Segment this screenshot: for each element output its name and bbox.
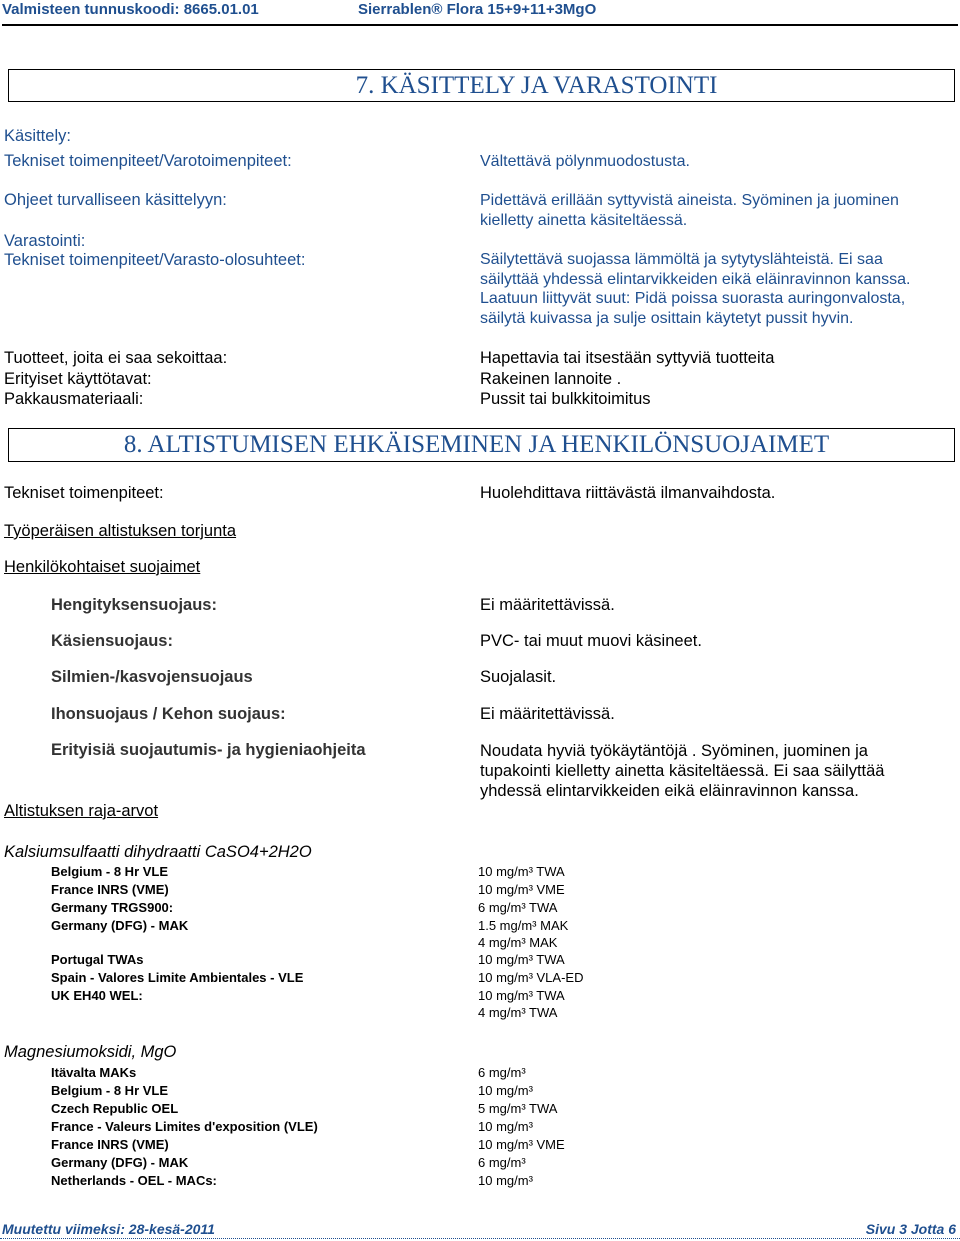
limit-value: 10 mg/m³ VME [478,882,565,897]
hygiene-text [480,741,884,801]
limit-label: France - Valeurs Limites d'exposition (VLE) [51,1119,318,1134]
substance-2-name: Magnesiumoksidi, MgO [4,1043,177,1061]
storage-line: säilyttää yhdessä elintarvikkeiden eikä eläinravinnon kanssa. [480,270,911,288]
hand-label: Käsiensuojaus: [51,632,173,650]
section-7-title [8,69,955,102]
limit-value: 10 mg/m³ [478,1083,533,1098]
limit-value: 6 mg/m³ TWA [478,900,558,915]
limit-label: Germany (DFG) - MAK [51,918,189,933]
skin-value: Ei määritettävissä. [480,705,615,723]
section-8-title [8,428,955,462]
limit-value: 4 mg/m³ MAK [478,935,558,950]
limit-value: 10 mg/m³ [478,1119,533,1134]
hygiene-line: tupakointi kielletty ainetta käsiteltäessä. Ei saa säilyttää [480,762,885,780]
hygiene-label: Erityisiä suojautumis- ja hygieniaohjeita [51,741,366,759]
limit-label: Netherlands - OEL - MACs: [51,1173,217,1188]
limit-value: 10 mg/m³ TWA [478,952,565,967]
header-rule [2,24,958,26]
product-name: Sierrablen® Flora 15+9+11+3MgO [358,1,597,18]
product-code: Valmisteen tunnuskoodi: 8665.01.01 [2,1,259,18]
storage-conditions-label: Tekniset toimenpiteet/Varasto-olosuhteet: [4,251,306,269]
storage-line: Säilytettävä suojassa lämmöltä ja sytytyslähteistä. Ei saa [480,251,883,268]
occupational-heading: Työperäisen altistuksen torjunta [4,522,237,540]
tech-measures-label: Tekniset toimenpiteet/Varotoimenpiteet: [4,152,292,170]
limit-label: Germany (DFG) - MAK [51,1155,189,1170]
respiratory-value: Ei määritettävissä. [480,596,615,614]
limit-label: France INRS (VME) [51,882,169,897]
tech-value: Huolehdittava riittävästä ilmanvaihdosta. [480,484,776,502]
limit-label: UK EH40 WEL: [51,988,143,1003]
hygiene-line: yhdessä elintarvikkeiden eikä eläinravinnon kanssa. [480,782,859,800]
limit-value: 10 mg/m³ [478,1173,533,1188]
special-use-value: Rakeinen lannoite . [480,370,622,388]
section-7-title-text: 7. KÄSITTELY JA VARASTOINTI [355,71,718,99]
ppe-heading: Henkilökohtaiset suojaimet [4,558,201,576]
handling-heading: Käsittely: [4,127,71,145]
limits-heading: Altistuksen raja-arvot [4,802,159,820]
safe-handling-text [480,191,899,230]
packaging-label: Pakkausmateriaali: [4,390,144,408]
safe-handling-line: Pidettävä erillään syttyvistä aineista. Syöminen ja juominen [480,192,899,209]
tech-label: Tekniset toimenpiteet: [4,484,164,502]
page-number: Sivu 3 Jotta 6 [865,1221,956,1237]
safe-handling-line: kielletty ainetta käsiteltäessä. [480,211,688,229]
revised-date: Muutettu viimeksi: 28-kesä-2011 [2,1221,215,1237]
limit-value: 10 mg/m³ TWA [478,864,565,879]
skin-label: Ihonsuojaus / Kehon suojaus: [51,705,286,723]
storage-heading: Varastointi: [4,232,86,250]
limit-value: 1.5 mg/m³ MAK [478,918,569,933]
storage-line: säilytä kuivassa ja sulje osittain käytetyt pussit hyvin. [480,309,854,327]
limit-label: Germany TRGS900: [51,900,174,915]
storage-text [480,250,910,328]
limit-value: 10 mg/m³ VLA-ED [478,970,584,985]
limit-label: Czech Republic OEL [51,1101,179,1116]
limit-value: 6 mg/m³ [478,1065,526,1080]
limit-value: 10 mg/m³ TWA [478,988,565,1003]
limit-label: Itävalta MAKs [51,1065,137,1080]
limit-value: 6 mg/m³ [478,1155,526,1170]
limit-value: 10 mg/m³ VME [478,1137,565,1152]
limit-label: Belgium - 8 Hr VLE [51,864,169,879]
section-8-title-text: 8. ALTISTUMISEN EHKÄISEMINEN JA HENKILÖNSUOJAIMET [123,431,830,458]
safe-handling-label: Ohjeet turvalliseen käsittelyyn: [4,191,227,209]
limit-value: 4 mg/m³ TWA [478,1005,558,1020]
limit-label: Spain - Valores Limite Ambientales - VLE [51,970,304,985]
incompatible-label: Tuotteet, joita ei saa sekoittaa: [4,349,228,367]
eye-value: Suojalasit. [480,668,557,686]
packaging-value: Pussit tai bulkkitoimitus [480,390,651,408]
substance-1-name: Kalsiumsulfaatti dihydraatti CaSO4+2H2O [4,843,312,861]
limit-label: France INRS (VME) [51,1137,169,1152]
limit-value: 5 mg/m³ TWA [478,1101,558,1116]
hygiene-line: Noudata hyviä työkäytäntöjä . Syöminen, juominen ja [480,742,868,760]
limit-label: Belgium - 8 Hr VLE [51,1083,169,1098]
storage-line: Laatuun liittyvät suut: Pidä poissa suorasta auringonvalosta, [480,290,906,307]
respiratory-label: Hengityksensuojaus: [51,596,217,614]
limit-label: Portugal TWAs [51,952,144,967]
tech-measures-value: Vältettävä pölynmuodostusta. [480,153,690,170]
incompatible-value: Hapettavia tai itsestään syttyviä tuotteita [480,349,775,367]
special-use-label: Erityiset käyttötavat: [4,370,152,388]
eye-label: Silmien-/kasvojensuojaus [51,668,253,686]
footer-rule [0,1238,960,1239]
hand-value: PVC- tai muut muovi käsineet. [480,632,702,650]
